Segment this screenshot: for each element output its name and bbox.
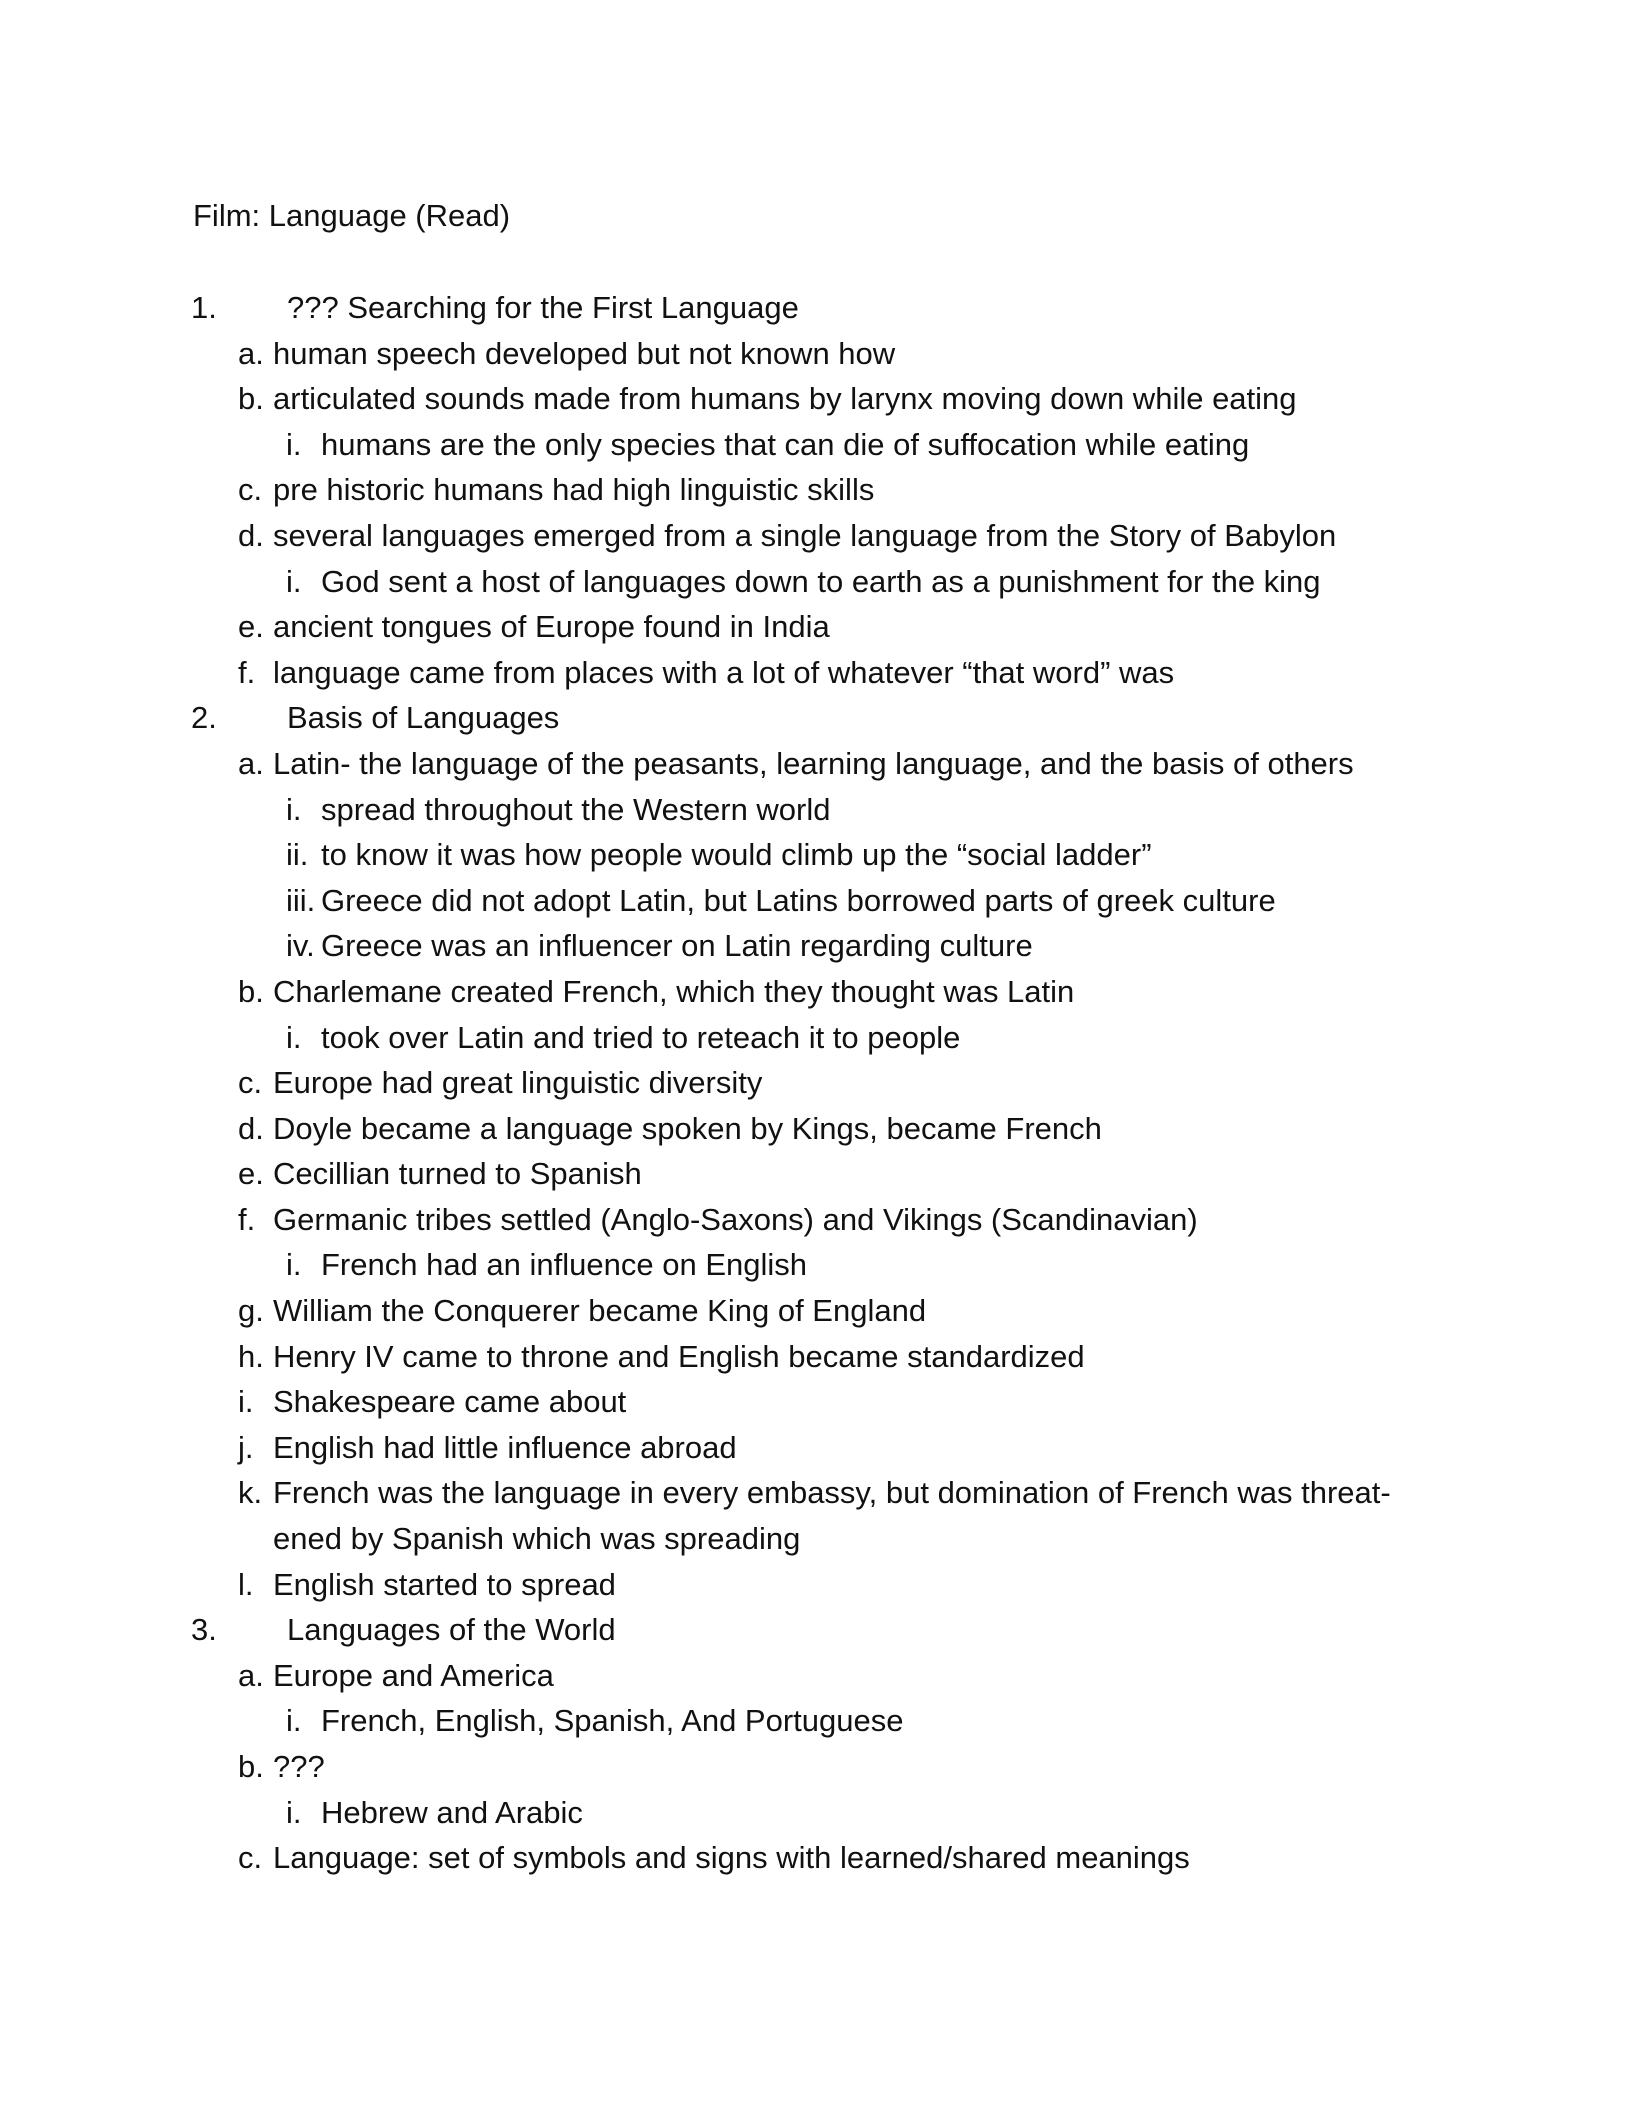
outline-item-level-2 <box>0 513 1640 559</box>
outline-item-level-2 <box>0 376 1640 422</box>
outline-marker: ii. <box>286 837 309 873</box>
outline-marker: c. <box>238 1065 263 1101</box>
outline-marker: i. <box>286 563 302 599</box>
outline-marker: iv. <box>286 928 315 964</box>
outline-item-level-2 <box>0 1562 1640 1608</box>
outline-marker: i. <box>286 1794 302 1830</box>
outline-item-level-2 <box>0 741 1640 787</box>
outline-item-level-3 <box>0 422 1640 468</box>
outline-marker: d. <box>238 517 264 553</box>
outline-marker: i. <box>286 1703 302 1739</box>
outline-text: pre historic humans had high linguistic skills <box>273 472 875 508</box>
outline-marker: k. <box>238 1475 263 1511</box>
outline-marker: 3. <box>191 1612 217 1648</box>
outline-text: English had little influence abroad <box>273 1429 737 1465</box>
outline-marker: 1. <box>191 290 217 325</box>
outline-item-level-2 <box>0 1334 1640 1380</box>
outline-text: Charlemane created French, which they thought was Latin <box>273 973 1075 1009</box>
outline-text: French was the language in every embassy, but domination of French was threat-ened by Spanish which was spreading <box>273 1475 1391 1557</box>
outline-item-level-2 <box>0 1835 1640 1881</box>
outline-item-level-1 <box>0 1607 1640 1653</box>
outline-item-level-2 <box>0 1197 1640 1243</box>
outline-item-level-2 <box>0 467 1640 513</box>
outline-marker: c. <box>238 1840 263 1876</box>
outline-item-level-2 <box>0 1379 1640 1425</box>
outline-text: William the Conquerer became King of England <box>273 1293 927 1329</box>
outline-item-level-3 <box>0 559 1640 605</box>
outline-text: Latin- the language of the peasants, learning language, and the basis of others <box>273 745 1354 781</box>
outline-text: French had an influence on English <box>321 1247 807 1283</box>
outline-item-level-3 <box>0 923 1640 969</box>
outline-marker: i. <box>238 1384 254 1420</box>
outline-text: English started to spread <box>273 1566 616 1602</box>
outline-marker: h. <box>238 1338 264 1374</box>
outline-item-level-3 <box>0 1790 1640 1836</box>
outline-text: Henry IV came to throne and English became standardized <box>273 1338 1085 1374</box>
outline-text: God sent a host of languages down to earth as a punishment for the king <box>321 563 1321 599</box>
outline-marker: e. <box>238 609 264 645</box>
outline-text: spread throughout the Western world <box>321 791 831 827</box>
outline-marker: c. <box>238 472 263 508</box>
outline-item-level-3 <box>0 1698 1640 1744</box>
outline-item-level-2 <box>0 1106 1640 1152</box>
outline-item-level-3 <box>0 787 1640 833</box>
outline-item-level-2 <box>0 969 1640 1015</box>
outline-text: ??? <box>273 1749 325 1784</box>
outline-text: articulated sounds made from humans by larynx moving down while eating <box>273 381 1297 417</box>
outline-text: Greece was an influencer on Latin regarding culture <box>321 928 1033 964</box>
outline-item-level-2 <box>0 1653 1640 1699</box>
outline-text: Doyle became a language spoken by Kings, became French <box>273 1110 1102 1146</box>
outline-text: ancient tongues of Europe found in India <box>273 609 830 645</box>
outline-text: Hebrew and Arabic <box>321 1794 583 1830</box>
outline-marker: a. <box>238 335 264 371</box>
outline-marker: a. <box>238 745 264 781</box>
outline-item-level-2 <box>0 1425 1640 1471</box>
outline-item-level-1 <box>0 285 1640 331</box>
outline-item-level-2 <box>0 1744 1640 1790</box>
outline-item-level-3 <box>0 832 1640 878</box>
outline-list <box>0 285 1640 1881</box>
outline-marker: e. <box>238 1156 264 1192</box>
outline-item-level-2 <box>0 604 1640 650</box>
outline-item-level-2 <box>0 1470 1640 1561</box>
outline-item-level-3 <box>0 1015 1640 1061</box>
outline-text: Europe and America <box>273 1657 554 1693</box>
outline-marker: b. <box>238 1749 264 1784</box>
outline-marker: b. <box>238 973 264 1009</box>
outline-marker: iii. <box>286 882 316 918</box>
outline-marker: d. <box>238 1110 264 1146</box>
outline-item-level-3 <box>0 1242 1640 1288</box>
outline-item-level-2 <box>0 1060 1640 1106</box>
outline-marker: l. <box>238 1566 254 1602</box>
outline-text: humans are the only species that can die of suffocation while eating <box>321 426 1250 462</box>
outline-marker: f. <box>238 654 256 690</box>
outline-item-level-3 <box>0 878 1640 924</box>
document-title: Film: Language (Read) <box>193 198 511 233</box>
outline-marker: i. <box>286 426 302 462</box>
outline-text: to know it was how people would climb up the “social ladder” <box>321 837 1152 873</box>
outline-text: human speech developed but not known how <box>273 335 896 371</box>
outline-item-level-2 <box>0 1151 1640 1197</box>
outline-text: Europe had great linguistic diversity <box>273 1065 763 1101</box>
outline-marker: i. <box>286 1019 302 1055</box>
outline-text: took over Latin and tried to reteach it to people <box>321 1019 961 1055</box>
outline-item-level-2 <box>0 1288 1640 1334</box>
outline-marker: b. <box>238 381 264 417</box>
outline-marker: f. <box>238 1201 256 1237</box>
outline-text: Shakespeare came about <box>273 1384 627 1420</box>
outline-text: ??? Searching for the First Language <box>287 290 799 325</box>
outline-marker: a. <box>238 1657 264 1693</box>
outline-marker: i. <box>286 791 302 827</box>
outline-item-level-2 <box>0 650 1640 696</box>
outline-text: Germanic tribes settled (Anglo-Saxons) and Vikings (Scandinavian) <box>273 1201 1198 1237</box>
outline-text: Language: set of symbols and signs with learned/shared meanings <box>273 1840 1190 1876</box>
outline-item-level-2 <box>0 331 1640 377</box>
outline-item-level-1 <box>0 695 1640 741</box>
outline-text: Greece did not adopt Latin, but Latins borrowed parts of greek culture <box>321 882 1276 918</box>
outline-marker: j. <box>238 1429 254 1465</box>
outline-marker: i. <box>286 1247 302 1283</box>
outline-text: Basis of Languages <box>287 700 560 736</box>
outline-marker: 2. <box>191 700 217 736</box>
outline-marker: g. <box>238 1293 264 1329</box>
outline-text: Cecillian turned to Spanish <box>273 1156 642 1192</box>
outline-text: several languages emerged from a single language from the Story of Babylon <box>273 517 1337 553</box>
outline-text: French, English, Spanish, And Portuguese <box>321 1703 904 1739</box>
outline-text: Languages of the World <box>287 1612 616 1648</box>
outline-text: language came from places with a lot of whatever “that word” was <box>273 654 1175 690</box>
